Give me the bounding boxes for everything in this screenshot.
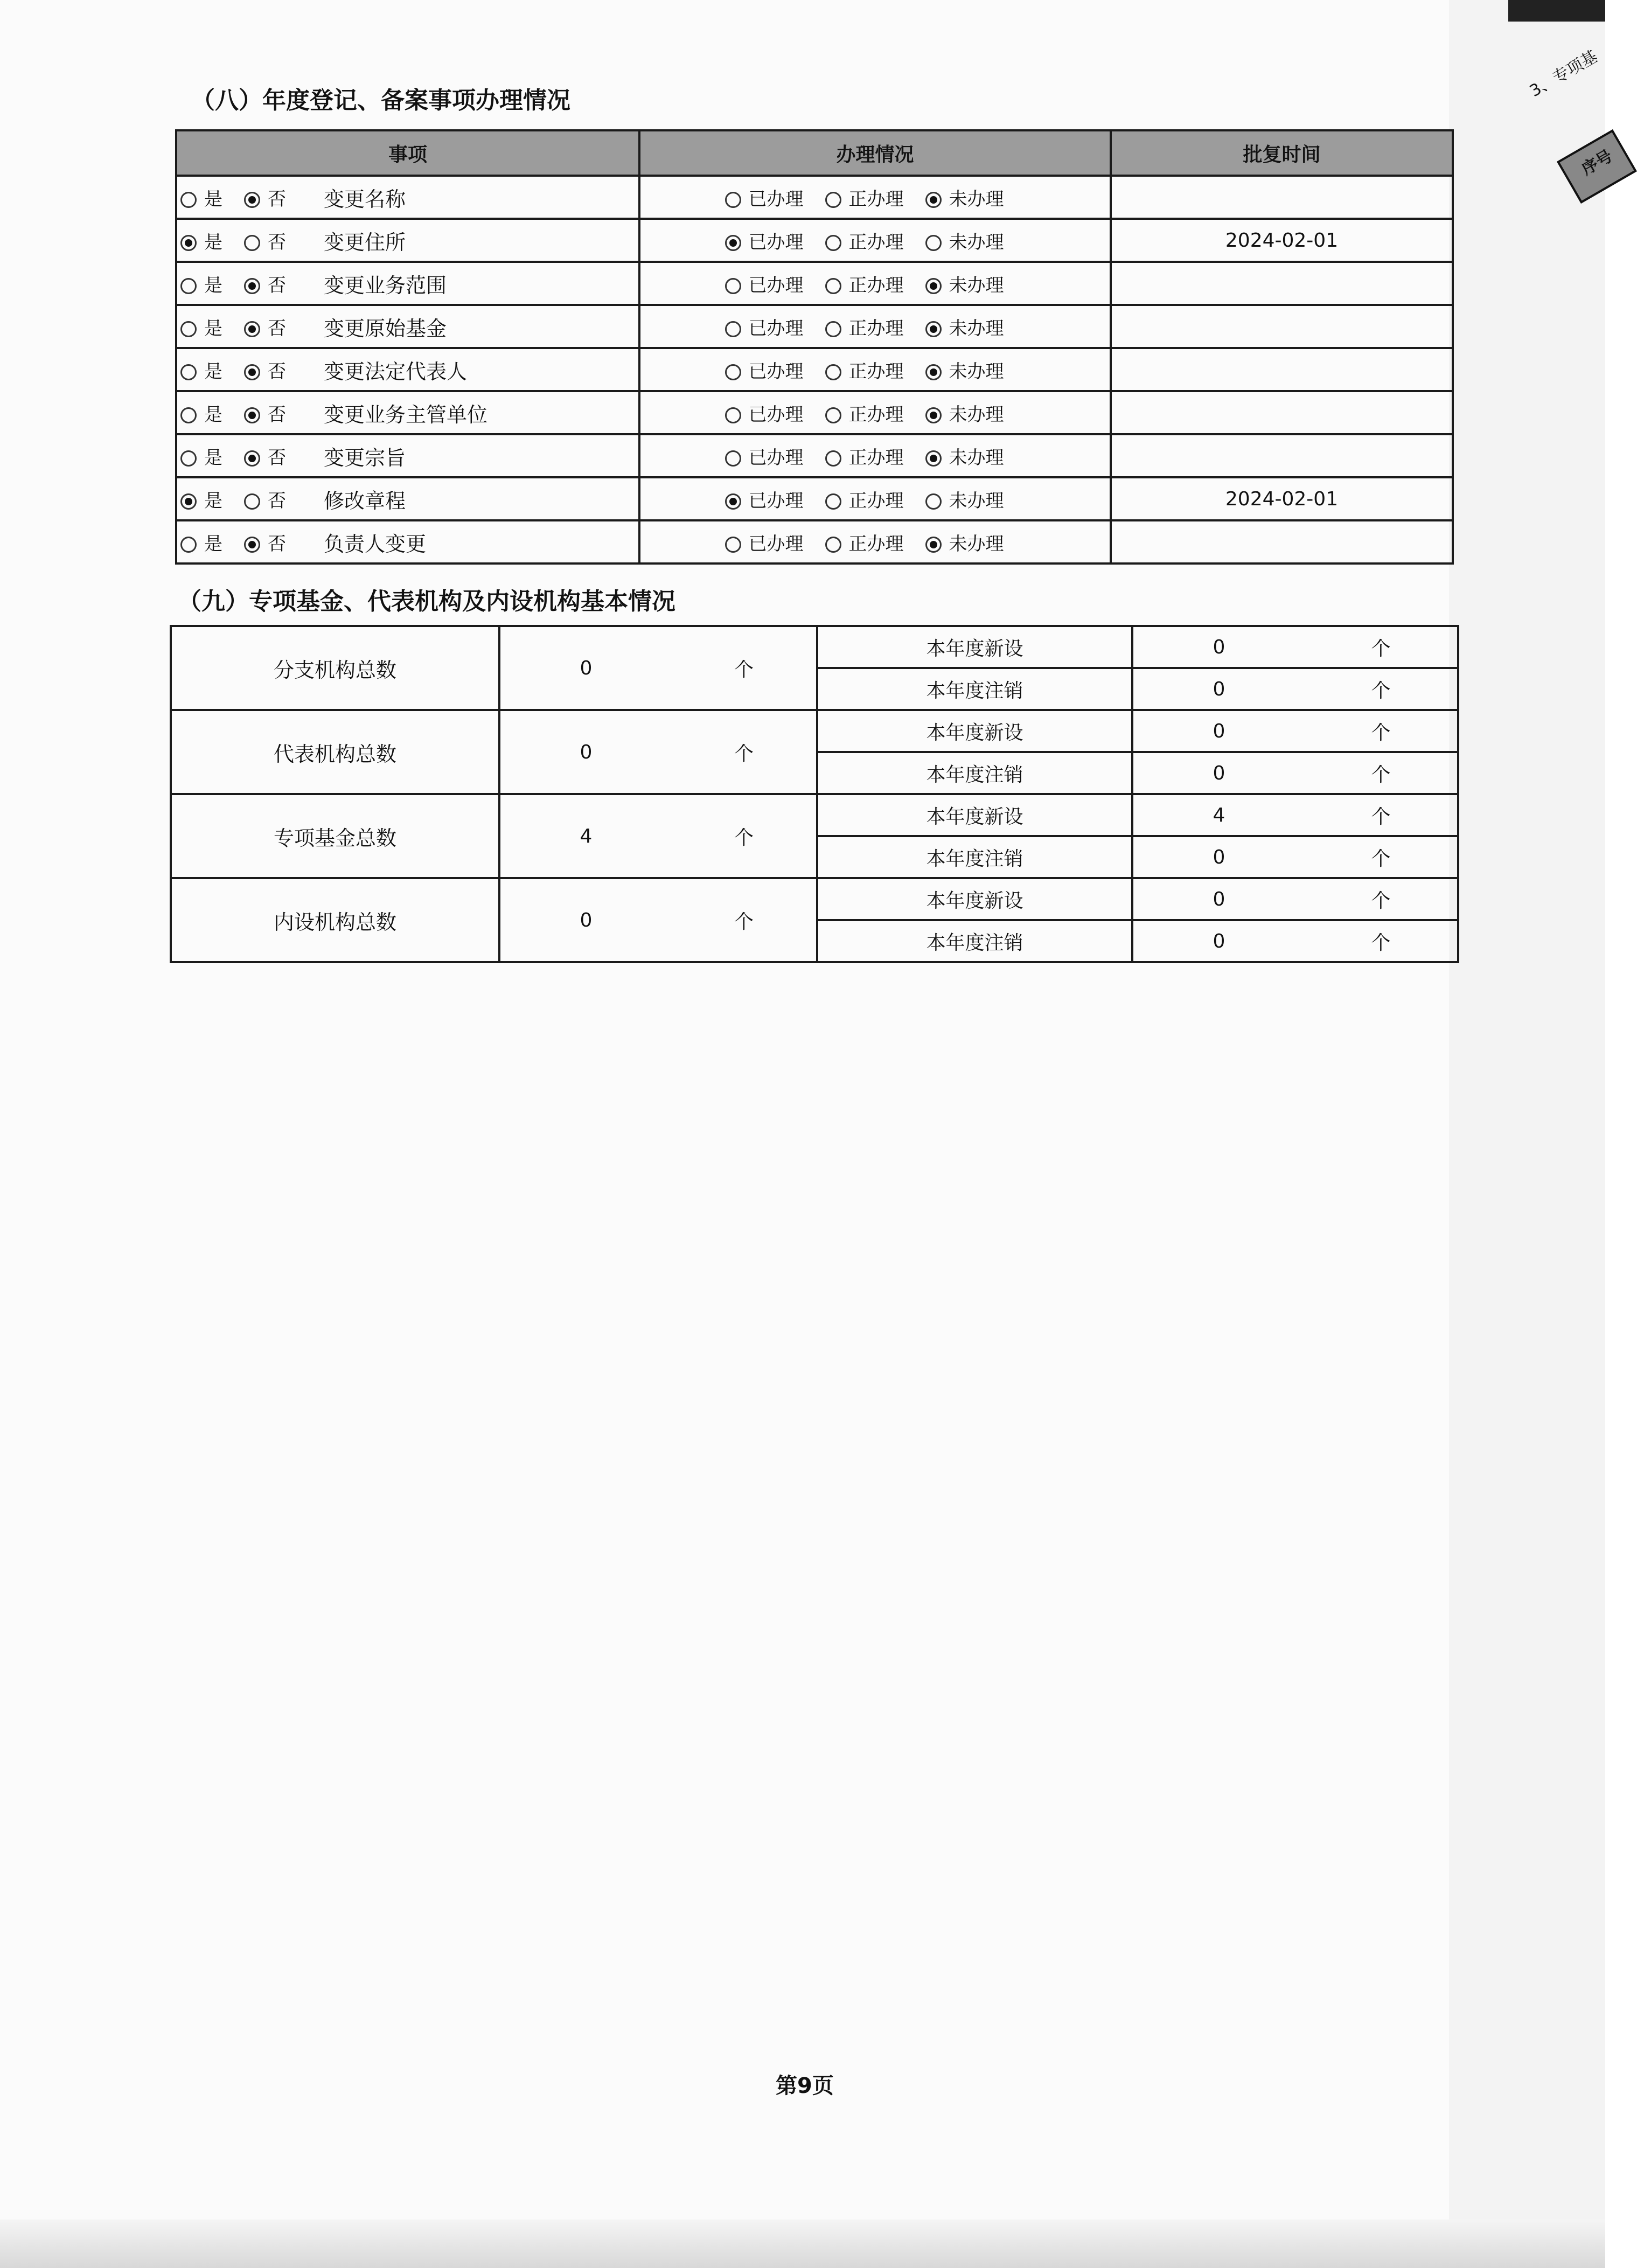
- no-label: 否: [268, 317, 286, 339]
- status-option[interactable]: [825, 529, 904, 555]
- status-label: 正办理: [848, 274, 904, 296]
- radio-icon[interactable]: [244, 537, 260, 553]
- registration-row: [176, 520, 1453, 563]
- registration-row: [176, 348, 1453, 391]
- no-label: 否: [268, 447, 286, 469]
- group-total: 0: [499, 626, 672, 710]
- no-option[interactable]: [244, 184, 286, 211]
- status-label: 已办理: [748, 274, 804, 296]
- cancel-label: 本年度注销: [817, 668, 1132, 710]
- radio-icon[interactable]: [925, 450, 942, 467]
- radio-icon[interactable]: [725, 537, 741, 553]
- yes-option[interactable]: [180, 486, 222, 512]
- item-name: 变更名称: [324, 187, 406, 211]
- radio-icon[interactable]: [925, 192, 942, 208]
- new-label: 本年度新设: [817, 626, 1132, 668]
- radio-icon[interactable]: [725, 407, 741, 423]
- no-label: 否: [268, 490, 286, 512]
- item-name: 变更宗旨: [324, 446, 406, 470]
- underlying-sheet-cell: 序号: [1557, 129, 1637, 204]
- registration-row: [176, 262, 1453, 305]
- radio-icon[interactable]: [244, 278, 260, 294]
- approval-date: [1111, 305, 1453, 348]
- status-label: 未办理: [949, 188, 1004, 210]
- no-option[interactable]: [244, 227, 286, 254]
- yes-option[interactable]: [180, 529, 222, 555]
- new-count: 0: [1132, 878, 1305, 920]
- status-label: 已办理: [748, 188, 804, 210]
- registration-row: [176, 305, 1453, 348]
- registration-table-header: [176, 130, 1453, 176]
- unit-label: 个: [1305, 878, 1458, 920]
- unit-label: 个: [672, 794, 817, 878]
- new-label: 本年度新设: [817, 878, 1132, 920]
- yes-label: 是: [204, 317, 222, 339]
- status-option[interactable]: [725, 184, 804, 211]
- group-label: 专项基金总数: [171, 794, 499, 878]
- radio-icon[interactable]: [244, 321, 260, 337]
- item-name: 变更原始基金: [324, 316, 447, 340]
- yes-option[interactable]: [180, 400, 222, 426]
- status-cell: [639, 391, 1111, 434]
- status-label: 未办理: [949, 360, 1004, 382]
- new-count: 4: [1132, 794, 1305, 836]
- status-option[interactable]: [725, 400, 804, 426]
- item-cell: [176, 219, 639, 262]
- approval-date: 2024-02-01: [1111, 219, 1453, 262]
- header-item: 事项: [176, 130, 639, 176]
- status-option[interactable]: [725, 357, 804, 383]
- header-status: 办理情况: [639, 130, 1111, 176]
- status-option[interactable]: [825, 270, 904, 297]
- yes-option[interactable]: [180, 443, 222, 469]
- status-label: 正办理: [848, 231, 904, 253]
- no-option[interactable]: [244, 529, 286, 555]
- no-label: 否: [268, 403, 286, 426]
- radio-icon[interactable]: [825, 192, 841, 208]
- yes-label: 是: [204, 360, 222, 382]
- group-total: 0: [499, 710, 672, 794]
- cancel-count: 0: [1132, 752, 1305, 794]
- no-label: 否: [268, 188, 286, 210]
- status-option[interactable]: [825, 443, 904, 469]
- radio-icon[interactable]: [925, 278, 942, 294]
- status-option[interactable]: [725, 443, 804, 469]
- radio-icon[interactable]: [825, 407, 841, 423]
- cancel-label: 本年度注销: [817, 836, 1132, 878]
- status-option[interactable]: [725, 270, 804, 297]
- item-cell: [176, 176, 639, 219]
- status-option[interactable]: [725, 486, 804, 512]
- item-cell: [176, 477, 639, 520]
- status-option[interactable]: [925, 486, 1004, 512]
- no-option[interactable]: [244, 270, 286, 297]
- radio-icon[interactable]: [725, 321, 741, 337]
- radio-icon[interactable]: [925, 364, 942, 380]
- radio-icon[interactable]: [180, 321, 197, 337]
- radio-icon[interactable]: [244, 364, 260, 380]
- status-label: 正办理: [848, 447, 904, 469]
- yes-label: 是: [204, 188, 222, 210]
- status-option[interactable]: [925, 529, 1004, 555]
- cancel-label: 本年度注销: [817, 920, 1132, 962]
- status-label: 未办理: [949, 231, 1004, 253]
- institution-row: [171, 626, 1458, 668]
- underlying-sheet: [1449, 0, 1605, 2268]
- registration-row: [176, 391, 1453, 434]
- approval-date: [1111, 391, 1453, 434]
- status-option[interactable]: [725, 227, 804, 254]
- item-cell: [176, 305, 639, 348]
- no-label: 否: [268, 533, 286, 555]
- approval-date: [1111, 176, 1453, 219]
- radio-icon[interactable]: [725, 364, 741, 380]
- status-option[interactable]: [925, 400, 1004, 426]
- institution-row: [171, 794, 1458, 836]
- status-label: 未办理: [949, 490, 1004, 512]
- status-cell: [639, 348, 1111, 391]
- no-option[interactable]: [244, 357, 286, 383]
- status-label: 未办理: [949, 317, 1004, 339]
- approval-date: 2024-02-01: [1111, 477, 1453, 520]
- unit-label: 个: [672, 626, 817, 710]
- radio-icon[interactable]: [244, 493, 260, 510]
- status-cell: [639, 219, 1111, 262]
- status-label: 已办理: [748, 403, 804, 426]
- radio-icon[interactable]: [925, 407, 942, 423]
- unit-label: 个: [1305, 710, 1458, 752]
- radio-icon[interactable]: [244, 235, 260, 251]
- registration-row: [176, 434, 1453, 477]
- item-cell: [176, 348, 639, 391]
- cancel-label: 本年度注销: [817, 752, 1132, 794]
- unit-label: 个: [1305, 794, 1458, 836]
- unit-label: 个: [1305, 920, 1458, 962]
- yes-label: 是: [204, 533, 222, 555]
- new-count: 0: [1132, 710, 1305, 752]
- status-option[interactable]: [925, 270, 1004, 297]
- status-label: 已办理: [748, 490, 804, 512]
- status-cell: [639, 477, 1111, 520]
- status-label: 正办理: [848, 317, 904, 339]
- item-name: 变更业务主管单位: [324, 402, 488, 427]
- cancel-count: 0: [1132, 668, 1305, 710]
- section-9-title: （九）专项基金、代表机构及内设机构基本情况: [178, 588, 675, 615]
- item-cell: [176, 520, 639, 563]
- unit-label: 个: [672, 878, 817, 962]
- status-label: 正办理: [848, 490, 904, 512]
- institution-row: [171, 878, 1458, 920]
- approval-date: [1111, 520, 1453, 563]
- item-name: 变更业务范围: [324, 273, 447, 297]
- item-name: 修改章程: [324, 489, 406, 513]
- header-date: 批复时间: [1111, 130, 1453, 176]
- item-name: 负责人变更: [324, 532, 427, 556]
- radio-icon[interactable]: [825, 493, 841, 510]
- radio-icon[interactable]: [725, 278, 741, 294]
- status-option[interactable]: [825, 486, 904, 512]
- group-total: 4: [499, 794, 672, 878]
- status-option[interactable]: [725, 314, 804, 340]
- registration-row: [176, 477, 1453, 520]
- radio-icon[interactable]: [925, 235, 942, 251]
- radio-icon[interactable]: [925, 321, 942, 337]
- status-option[interactable]: [825, 227, 904, 254]
- institution-row: [171, 710, 1458, 752]
- radio-icon[interactable]: [725, 192, 741, 208]
- status-label: 已办理: [748, 533, 804, 555]
- yes-option[interactable]: [180, 227, 222, 254]
- radio-icon[interactable]: [725, 450, 741, 467]
- unit-label: 个: [1305, 836, 1458, 878]
- radio-icon[interactable]: [180, 450, 197, 467]
- registration-row: [176, 176, 1453, 219]
- new-label: 本年度新设: [817, 794, 1132, 836]
- radio-icon[interactable]: [244, 192, 260, 208]
- item-cell: [176, 434, 639, 477]
- status-label: 已办理: [748, 231, 804, 253]
- radio-icon[interactable]: [825, 364, 841, 380]
- status-option[interactable]: [825, 400, 904, 426]
- yes-option[interactable]: [180, 357, 222, 383]
- status-option[interactable]: [825, 357, 904, 383]
- status-option[interactable]: [925, 314, 1004, 340]
- radio-icon[interactable]: [725, 493, 741, 510]
- radio-icon[interactable]: [825, 278, 841, 294]
- no-label: 否: [268, 360, 286, 382]
- status-cell: [639, 262, 1111, 305]
- status-option[interactable]: [825, 314, 904, 340]
- yes-label: 是: [204, 490, 222, 512]
- status-label: 未办理: [949, 533, 1004, 555]
- yes-label: 是: [204, 447, 222, 469]
- unit-label: 个: [1305, 668, 1458, 710]
- radio-icon[interactable]: [180, 537, 197, 553]
- registration-table: [175, 129, 1454, 565]
- yes-label: 是: [204, 403, 222, 426]
- yes-option[interactable]: [180, 270, 222, 297]
- radio-icon[interactable]: [180, 364, 197, 380]
- radio-icon[interactable]: [180, 493, 197, 510]
- status-label: 正办理: [848, 188, 904, 210]
- radio-icon[interactable]: [180, 278, 197, 294]
- no-option[interactable]: [244, 486, 286, 512]
- status-option[interactable]: [725, 529, 804, 555]
- unit-label: 个: [1305, 626, 1458, 668]
- yes-option[interactable]: [180, 184, 222, 211]
- new-count: 0: [1132, 626, 1305, 668]
- new-label: 本年度新设: [817, 710, 1132, 752]
- status-option[interactable]: [825, 184, 904, 211]
- page-edge: [0, 2220, 1605, 2268]
- status-label: 未办理: [949, 403, 1004, 426]
- status-label: 未办理: [949, 274, 1004, 296]
- item-cell: [176, 391, 639, 434]
- group-label: 内设机构总数: [171, 878, 499, 962]
- group-label: 分支机构总数: [171, 626, 499, 710]
- item-name: 变更法定代表人: [324, 359, 468, 384]
- status-label: 正办理: [848, 360, 904, 382]
- status-cell: [639, 434, 1111, 477]
- approval-date: [1111, 434, 1453, 477]
- group-total: 0: [499, 878, 672, 962]
- radio-icon[interactable]: [825, 235, 841, 251]
- status-label: 已办理: [748, 360, 804, 382]
- item-name: 变更住所: [324, 230, 406, 254]
- no-option[interactable]: [244, 314, 286, 340]
- no-option[interactable]: [244, 443, 286, 469]
- radio-icon[interactable]: [180, 235, 197, 251]
- group-label: 代表机构总数: [171, 710, 499, 794]
- status-option[interactable]: [925, 357, 1004, 383]
- radio-icon[interactable]: [825, 537, 841, 553]
- page-number: 第9页: [776, 2074, 834, 2098]
- radio-icon[interactable]: [244, 407, 260, 423]
- institution-table: [170, 625, 1459, 963]
- cancel-count: 0: [1132, 836, 1305, 878]
- approval-date: [1111, 348, 1453, 391]
- approval-date: [1111, 262, 1453, 305]
- unit-label: 个: [1305, 752, 1458, 794]
- registration-row: [176, 219, 1453, 262]
- no-label: 否: [268, 231, 286, 253]
- status-label: 已办理: [748, 447, 804, 469]
- underlying-sheet-text: 3、专项基: [1527, 47, 1601, 101]
- radio-icon[interactable]: [825, 450, 841, 467]
- status-cell: [639, 520, 1111, 563]
- status-label: 未办理: [949, 447, 1004, 469]
- yes-option[interactable]: [180, 314, 222, 340]
- radio-icon[interactable]: [825, 321, 841, 337]
- no-label: 否: [268, 274, 286, 296]
- unit-label: 个: [672, 710, 817, 794]
- status-label: 正办理: [848, 403, 904, 426]
- section-8-title: （八）年度登记、备案事项办理情况: [191, 87, 570, 114]
- yes-label: 是: [204, 274, 222, 296]
- no-option[interactable]: [244, 400, 286, 426]
- radio-icon[interactable]: [725, 235, 741, 251]
- status-option[interactable]: [925, 227, 1004, 254]
- item-cell: [176, 262, 639, 305]
- radio-icon[interactable]: [925, 493, 942, 510]
- status-option[interactable]: [925, 184, 1004, 211]
- status-label: 正办理: [848, 533, 904, 555]
- status-label: 已办理: [748, 317, 804, 339]
- status-option[interactable]: [925, 443, 1004, 469]
- status-cell: [639, 176, 1111, 219]
- radio-icon[interactable]: [244, 450, 260, 467]
- status-cell: [639, 305, 1111, 348]
- radio-icon[interactable]: [180, 407, 197, 423]
- cancel-count: 0: [1132, 920, 1305, 962]
- radio-icon[interactable]: [925, 537, 942, 553]
- radio-icon[interactable]: [180, 192, 197, 208]
- yes-label: 是: [204, 231, 222, 253]
